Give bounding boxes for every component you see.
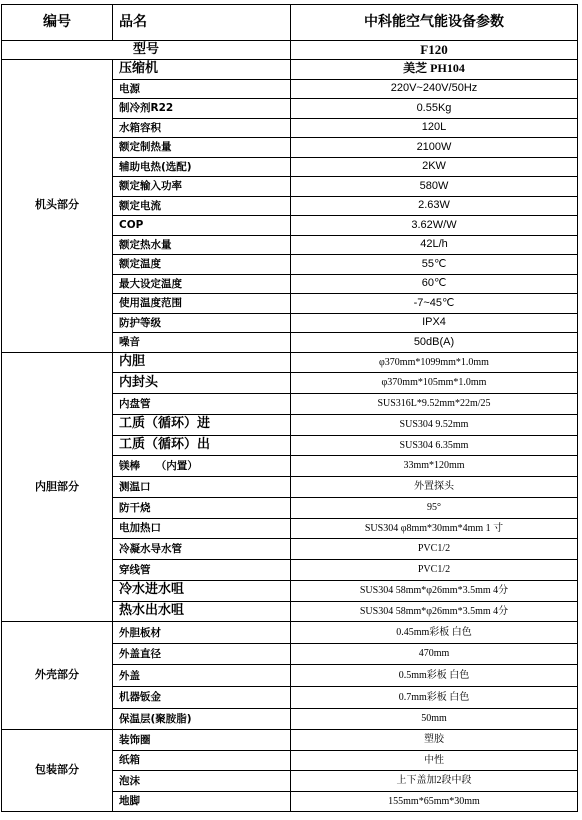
- header-name-label: 品名: [113, 5, 291, 41]
- spec-item-value: 120L: [291, 118, 578, 138]
- spec-item-value: 0.7mm彩板 白色: [291, 687, 578, 709]
- spec-item-name: 额定温度: [113, 255, 291, 275]
- spec-item-name: 制冷剂R22: [113, 99, 291, 119]
- spec-item-value: 155mm*65mm*30mm: [291, 791, 578, 812]
- spec-item-name: COP: [113, 216, 291, 236]
- model-value: F120: [291, 41, 578, 60]
- spec-item-value: SUS304 φ8mm*30mm*4mm 1 寸: [291, 518, 578, 539]
- header-row: [2, 5, 578, 41]
- table-title: 中科能空气能设备参数: [291, 5, 578, 41]
- spec-item-name: 压缩机: [113, 60, 291, 80]
- spec-item-value: 中性: [291, 750, 578, 771]
- spec-item-value: 470mm: [291, 643, 578, 665]
- spec-item-value: 美芝 PH104: [291, 60, 578, 80]
- spec-item-value: PVC1/2: [291, 560, 578, 581]
- spec-item-name: 穿线管: [113, 560, 291, 581]
- spec-item-value: 塑胶: [291, 730, 578, 751]
- spec-item-name: 地脚: [113, 791, 291, 812]
- spec-item-name: 机器钣金: [113, 687, 291, 709]
- spec-item-name: 额定电流: [113, 196, 291, 216]
- spec-item-value: 220V~240V/50Hz: [291, 79, 578, 99]
- spec-item-value: 上下盖加2段中段: [291, 771, 578, 792]
- spec-item-name: 外盖直径: [113, 643, 291, 665]
- header-number-label: 编号: [2, 5, 113, 41]
- model-label: 型号: [2, 41, 291, 60]
- spec-item-value: 3.62W/W: [291, 216, 578, 236]
- spec-item-value: 580W: [291, 177, 578, 197]
- spec-item-name: 电加热口: [113, 518, 291, 539]
- spec-item-value: SUS304 58mm*φ26mm*3.5mm 4分: [291, 580, 578, 601]
- spec-item-name: 冷水进水咀: [113, 580, 291, 601]
- spec-section: [2, 622, 578, 730]
- spec-item-value: 95°: [291, 497, 578, 518]
- section-label: 包装部分: [2, 730, 113, 812]
- spec-item-name: 额定热水量: [113, 235, 291, 255]
- spec-item-name: 外胆板材: [113, 622, 291, 644]
- spec-item-value: 0.45mm彩板 白色: [291, 622, 578, 644]
- spec-item-value: SUS304 58mm*φ26mm*3.5mm 4分: [291, 601, 578, 622]
- spec-row: [2, 730, 578, 751]
- spec-item-name: 最大设定温度: [113, 274, 291, 294]
- spec-item-name: 电源: [113, 79, 291, 99]
- spec-item-value: SUS316L*9.52mm*22m/25: [291, 394, 578, 415]
- spec-item-name: 装饰圈: [113, 730, 291, 751]
- spec-row: [2, 352, 578, 373]
- spec-row: [2, 60, 578, 80]
- spec-item-name: 镁棒 （内置）: [113, 456, 291, 477]
- spec-item-name: 防干烧: [113, 497, 291, 518]
- spec-item-value: SUS304 6.35mm: [291, 435, 578, 456]
- spec-item-name: 噪音: [113, 333, 291, 353]
- spec-item-name: 防护等级: [113, 313, 291, 333]
- spec-item-value: 2.63W: [291, 196, 578, 216]
- spec-item-name: 工质（循环）进: [113, 414, 291, 435]
- spec-item-value: 2KW: [291, 157, 578, 177]
- section-label: 机头部分: [2, 60, 113, 353]
- spec-item-value: 2100W: [291, 138, 578, 158]
- spec-item-value: 42L/h: [291, 235, 578, 255]
- spec-item-value: PVC1/2: [291, 539, 578, 560]
- spec-item-name: 额定制热量: [113, 138, 291, 158]
- spec-section: [2, 60, 578, 353]
- spec-item-value: 60℃: [291, 274, 578, 294]
- spec-item-name: 纸箱: [113, 750, 291, 771]
- spec-item-name: 使用温度范围: [113, 294, 291, 314]
- spec-item-value: 33mm*120mm: [291, 456, 578, 477]
- spec-row: [2, 622, 578, 644]
- spec-item-name: 内封头: [113, 373, 291, 394]
- spec-item-value: φ370mm*105mm*1.0mm: [291, 373, 578, 394]
- spec-item-name: 水箱容积: [113, 118, 291, 138]
- model-row: [2, 41, 578, 60]
- spec-item-value: 0.5mm彩板 白色: [291, 665, 578, 687]
- spec-section: [2, 730, 578, 812]
- spec-item-value: 0.55Kg: [291, 99, 578, 119]
- table-header: [2, 5, 578, 60]
- spec-item-value: 55℃: [291, 255, 578, 275]
- spec-item-name: 冷凝水导水管: [113, 539, 291, 560]
- spec-item-name: 内盘管: [113, 394, 291, 415]
- spec-item-name: 辅助电热(选配): [113, 157, 291, 177]
- spec-item-value: 50dB(A): [291, 333, 578, 353]
- section-label: 外壳部分: [2, 622, 113, 730]
- spec-item-name: 额定输入功率: [113, 177, 291, 197]
- spec-item-value: -7~45℃: [291, 294, 578, 314]
- spec-item-name: 保温层(聚胺脂): [113, 708, 291, 730]
- spec-section: [2, 352, 578, 622]
- spec-item-name: 泡沫: [113, 771, 291, 792]
- spec-item-name: 外盖: [113, 665, 291, 687]
- spec-item-name: 内胆: [113, 352, 291, 373]
- spec-item-name: 工质（循环）出: [113, 435, 291, 456]
- spec-item-value: 外置探头: [291, 477, 578, 498]
- spec-item-value: SUS304 9.52mm: [291, 414, 578, 435]
- spec-item-value: 50mm: [291, 708, 578, 730]
- spec-item-value: IPX4: [291, 313, 578, 333]
- spec-item-name: 测温口: [113, 477, 291, 498]
- section-label: 内胆部分: [2, 352, 113, 622]
- spec-item-name: 热水出水咀: [113, 601, 291, 622]
- spec-table: [1, 4, 578, 812]
- spec-item-value: φ370mm*1099mm*1.0mm: [291, 352, 578, 373]
